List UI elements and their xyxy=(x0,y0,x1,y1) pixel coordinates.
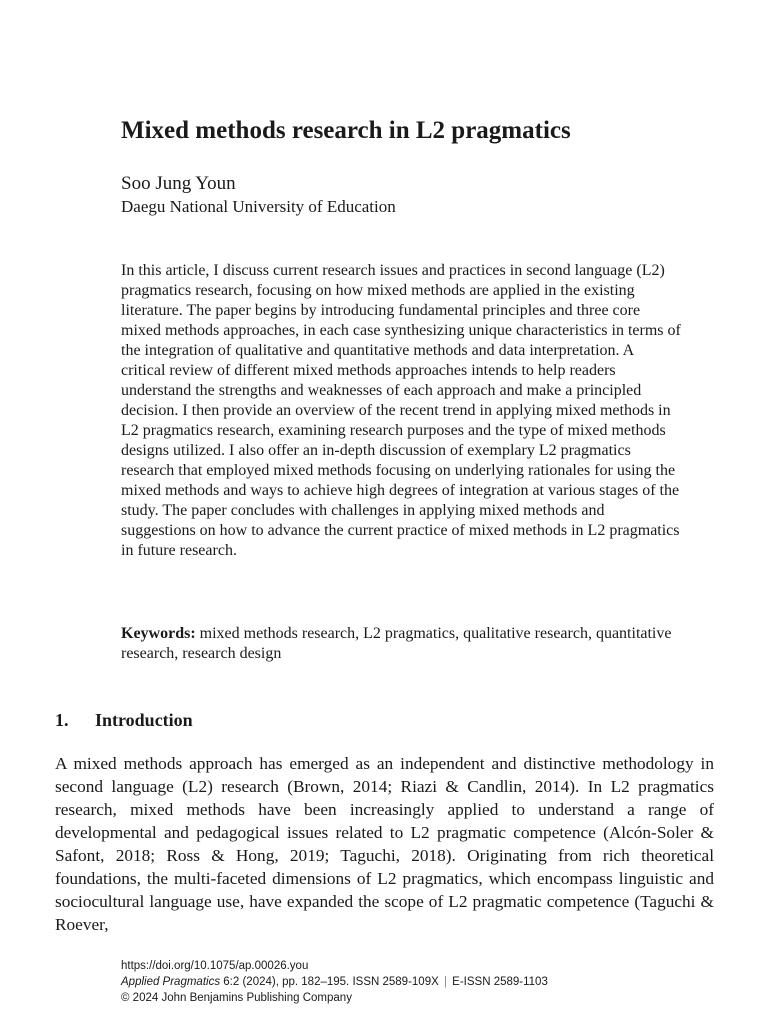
section-title: Introduction xyxy=(95,710,193,730)
issn: ISSN 2589-109X xyxy=(352,976,439,988)
keywords-label: Keywords: xyxy=(121,625,196,642)
author-name: Soo Jung Youn xyxy=(121,173,236,194)
author-affiliation: Daegu National University of Education xyxy=(121,197,396,216)
journal-name: Applied Pragmatics xyxy=(121,976,221,988)
page-footer xyxy=(121,958,721,1006)
footer-separator: | xyxy=(443,976,447,988)
introduction-paragraph: A mixed methods approach has emerged as an independent and distinctive methodology in second language (L2) research (Brown, 2014; Riazi & Candlin, 2014). In L2 pragmatics research, mixed methods have been increasingly applied to understand a range of developmental and pedagogical issues related to L2 pragmatic competence (Alcón-Soler & Safont, 2018; Ross & Hong, 2019; Taguchi, 2018). Originating from rich theoretical foundations, the multi-faceted dimensions of L2 pragmatics, which encompass linguistic and sociocultural language use, have expanded the scope of L2 pragmatic competence (Taguchi & Roever, xyxy=(55,754,714,934)
abstract-text: In this article, I discuss current research issues and practices in second language (L2) pragmatics research, focusing on how mixed methods are applied in the existing literature. The paper begins by introducing fundamental principles and three core mixed methods approaches, in each case synthesizing unique characteristics in terms of the integration of qualitative and quantitative methods and data interpretation. A critical review of different mixed methods approaches intends to help readers understand the strengths and weaknesses of each approach and make a principled decision. I then provide an overview of the recent trend in applying mixed methods in L2 pragmatics research, examining research purposes and the type of mixed methods designs utilized. I also offer an in-depth discussion of exemplary L2 pragmatics research that employed mixed methods focusing on underlying rationales for using the mixed methods and ways to achieve high degrees of integration at various stages of the study. The paper concludes with challenges in applying mixed methods and suggestions on how to advance the current practice of mixed methods in L2 pragmatics in future research. xyxy=(121,262,681,559)
journal-citation: 6:2 (2024), pp. 182–195. xyxy=(223,976,350,988)
doi-link[interactable]: https://doi.org/10.1075/ap.00026.you xyxy=(121,960,309,972)
article-title: Mixed methods research in L2 pragmatics xyxy=(121,117,571,144)
copyright: © 2024 John Benjamins Publishing Company xyxy=(121,992,352,1004)
section-heading xyxy=(55,708,193,732)
keywords-text: mixed methods research, L2 pragmatics, qualitative research, quantitative research, research design xyxy=(121,625,672,662)
section-number: 1. xyxy=(55,710,69,730)
keywords xyxy=(121,624,681,664)
eissn: E-ISSN 2589-1103 xyxy=(452,976,548,988)
